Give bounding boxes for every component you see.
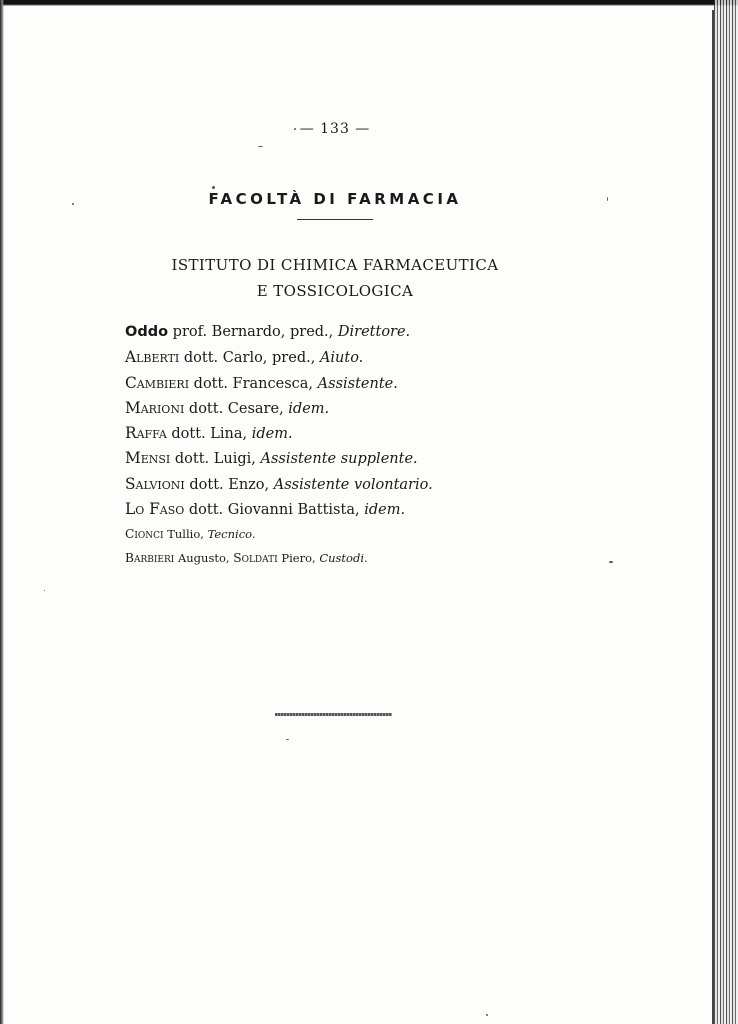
staff-entry bbox=[125, 396, 645, 421]
staff-role: idem. bbox=[288, 400, 330, 417]
scan-speck bbox=[486, 1014, 488, 1016]
staff-details: prof. Bernardo, pred., bbox=[168, 324, 338, 340]
scan-edge-right bbox=[714, 0, 738, 1024]
scan-speck bbox=[609, 561, 613, 563]
custodian-surname-2: Soldati bbox=[233, 551, 278, 566]
custodian-surname-1: Barbieri bbox=[125, 551, 175, 566]
technician-details: Tullio, bbox=[163, 527, 208, 542]
page-number: — 133 — bbox=[299, 121, 371, 137]
technician-entry bbox=[125, 522, 645, 546]
staff-entry bbox=[125, 472, 645, 497]
staff-surname: Marioni bbox=[125, 398, 185, 417]
staff-surname: Raffa bbox=[125, 424, 167, 443]
staff-surname: Alberti bbox=[125, 348, 180, 367]
scan-speck bbox=[72, 203, 74, 205]
staff-role: idem. bbox=[364, 502, 406, 519]
staff-role: idem. bbox=[251, 426, 293, 443]
closing-rule bbox=[275, 713, 392, 716]
staff-surname: Cambieri bbox=[125, 373, 190, 392]
staff-entry bbox=[125, 345, 645, 370]
custodian-details-1: Augusto, bbox=[174, 551, 234, 566]
staff-surname: Oddo bbox=[125, 324, 169, 340]
institute-title-line-2: E TOSSICOLOGICA bbox=[256, 282, 414, 300]
scan-edge-left bbox=[0, 0, 4, 1024]
custodians-entry bbox=[125, 546, 645, 570]
title-rule bbox=[297, 219, 373, 220]
staff-role: Direttore. bbox=[337, 324, 411, 340]
scan-edge-top bbox=[0, 0, 738, 6]
faculty-title: FACOLTÀ DI FARMACIA bbox=[208, 190, 462, 208]
staff-role: Assistente supplente. bbox=[260, 451, 418, 468]
staff-details: dott. Giovanni Battista, bbox=[184, 502, 365, 519]
staff-entry bbox=[125, 446, 645, 471]
staff-role: Assistente. bbox=[317, 375, 398, 392]
institute-title-line-1: ISTITUTO DI CHIMICA FARMACEUTICA bbox=[171, 256, 499, 274]
staff-list bbox=[125, 320, 645, 570]
technician-surname: Cionci bbox=[125, 527, 164, 542]
scan-speck bbox=[44, 590, 45, 591]
technician-role: Tecnico. bbox=[207, 527, 256, 542]
staff-details: dott. Enzo, bbox=[184, 476, 274, 493]
scan-speck bbox=[607, 197, 608, 201]
staff-details: dott. Carlo, pred., bbox=[179, 350, 320, 367]
staff-details: dott. Francesca, bbox=[189, 375, 318, 392]
staff-entry bbox=[125, 497, 645, 522]
scan-speck bbox=[212, 186, 215, 189]
staff-details: dott. Cesare, bbox=[184, 400, 289, 417]
staff-surname: Mensi bbox=[125, 449, 171, 468]
staff-role: Aiuto. bbox=[319, 350, 364, 367]
staff-entry bbox=[125, 421, 645, 446]
staff-details: dott. Lina, bbox=[166, 426, 252, 443]
custodians-role: Custodi. bbox=[319, 551, 368, 566]
staff-entry bbox=[125, 371, 645, 396]
staff-surname: Lo Faso bbox=[125, 500, 185, 519]
staff-role: Assistente volontario. bbox=[273, 476, 433, 493]
staff-surname: Salvioni bbox=[125, 474, 185, 493]
scan-speck bbox=[286, 739, 289, 740]
custodian-details-2: Piero, bbox=[277, 551, 320, 566]
scan-speck bbox=[258, 146, 263, 147]
staff-entry bbox=[125, 320, 645, 345]
staff-details: dott. Luigi, bbox=[170, 451, 261, 468]
scan-speck bbox=[294, 128, 296, 130]
